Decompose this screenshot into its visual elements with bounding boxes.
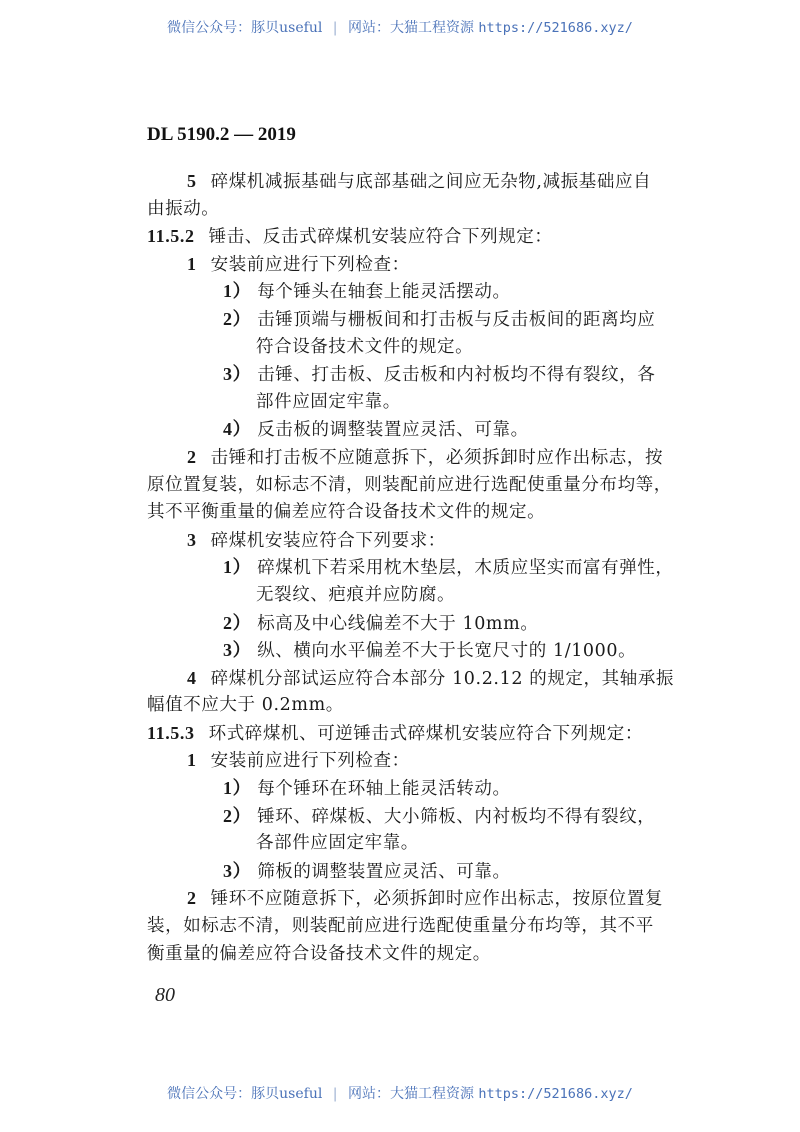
clause-heading bbox=[147, 223, 672, 251]
item-number: 3 bbox=[187, 529, 197, 550]
line-text: 每个锤环在环轴上能灵活转动。 bbox=[257, 779, 511, 800]
sub-item bbox=[147, 775, 672, 803]
watermark-url: https://521686.xyz/ bbox=[478, 1086, 633, 1102]
numbered-item bbox=[147, 444, 672, 472]
line-text: 无裂纹、疤痕并应防腐。 bbox=[256, 584, 456, 605]
item-number: 1） bbox=[223, 557, 252, 578]
line-text: 符合设备技术文件的规定。 bbox=[256, 336, 474, 357]
line-text: 筛板的调整装置应灵活、可靠。 bbox=[257, 861, 511, 882]
sub-item bbox=[147, 858, 672, 886]
watermark-url: https://521686.xyz/ bbox=[478, 20, 633, 36]
paragraph-continuation bbox=[147, 941, 672, 969]
line-text: 碎煤机分部试运应符合本部分 10.2.12 的规定，其轴承振 bbox=[210, 668, 675, 689]
line-text: 碎煤机下若采用枕木垫层，木质应坚实而富有弹性， bbox=[257, 558, 674, 579]
clause-heading bbox=[147, 720, 672, 748]
item-number: 2） bbox=[223, 308, 252, 329]
watermark-wechat: 微信公众号：豚贝useful bbox=[167, 20, 323, 36]
sub-item bbox=[147, 610, 672, 638]
line-text: 锤击、反击式碎煤机安装应符合下列规定： bbox=[208, 227, 553, 248]
watermark-top bbox=[0, 17, 800, 37]
line-text: 原位置复装，如标志不清，则装配前应进行选配使重量分布均等， bbox=[147, 474, 672, 495]
watermark-site: 网站：大猫工程资源 bbox=[347, 20, 474, 36]
line-text: 安装前应进行下列检查： bbox=[210, 751, 410, 772]
line-text: 其不平衡重量的偏差应符合设备技术文件的规定。 bbox=[147, 502, 546, 523]
sub-item-continuation bbox=[147, 334, 672, 362]
numbered-item bbox=[147, 251, 672, 279]
sub-item-continuation bbox=[147, 830, 672, 858]
item-number: 2） bbox=[223, 612, 252, 633]
paragraph-continuation bbox=[147, 472, 672, 500]
item-number: 1） bbox=[223, 778, 252, 799]
item-number: 3） bbox=[223, 364, 252, 385]
line-text: 每个锤头在轴套上能灵活摆动。 bbox=[257, 282, 511, 303]
line-text: 锤环不应随意拆下，必须拆卸时应作出标志，按原位置复 bbox=[210, 889, 664, 910]
item-number: 1 bbox=[187, 253, 197, 274]
line-text: 标高及中心线偏差不大于 10mm。 bbox=[257, 613, 539, 634]
item-number: 4 bbox=[187, 667, 197, 688]
line-text: 纵、横向水平偏差不大于长宽尺寸的 1/1000。 bbox=[257, 641, 637, 662]
paragraph-continuation bbox=[147, 913, 672, 941]
item-number: 2 bbox=[187, 888, 197, 909]
watermark-wechat: 微信公众号：豚贝useful bbox=[167, 1086, 323, 1102]
line-text: 击锤顶端与栅板间和打击板与反击板间的距离均应 bbox=[257, 309, 656, 330]
item-number: 1 bbox=[187, 750, 197, 771]
item-number: 5 bbox=[187, 171, 197, 191]
numbered-item bbox=[147, 747, 672, 775]
item-number: 1） bbox=[223, 281, 252, 302]
sub-item-continuation bbox=[147, 582, 672, 610]
watermark-bottom bbox=[0, 1083, 800, 1103]
sub-item bbox=[147, 361, 672, 389]
line-text: 装，如标志不清，则装配前应进行选配使重量分布均等，其不平 bbox=[147, 916, 654, 937]
line-text: 反击板的调整装置应灵活、可靠。 bbox=[257, 420, 529, 441]
line-text: 环式碎煤机、可逆锤击式碎煤机安装应符合下列规定： bbox=[208, 723, 644, 744]
sub-item bbox=[147, 278, 672, 306]
numbered-item bbox=[147, 168, 672, 196]
paragraph-continuation bbox=[147, 692, 672, 720]
sub-item bbox=[147, 416, 672, 444]
paragraph-continuation bbox=[147, 196, 672, 224]
line-text: 幅值不应大于 0.2mm。 bbox=[147, 695, 344, 716]
page-number: 80 bbox=[155, 984, 175, 1006]
line-text: 碎煤机安装应符合下列要求： bbox=[210, 530, 446, 551]
numbered-item bbox=[147, 885, 672, 913]
item-number: 3） bbox=[223, 860, 252, 881]
item-number: 3） bbox=[223, 640, 252, 661]
item-number: 4） bbox=[223, 419, 252, 440]
item-number: 2 bbox=[187, 446, 197, 467]
clause-number: 11.5.2 bbox=[147, 226, 195, 247]
paragraph-continuation bbox=[147, 499, 672, 527]
sub-item bbox=[147, 803, 672, 831]
sub-item bbox=[147, 637, 672, 665]
document-body bbox=[147, 168, 675, 968]
line-text: 碎煤机减振基础与底部基础之间应无杂物,减振基础应自 bbox=[210, 172, 652, 192]
line-text: 击锤、打击板、反击板和内衬板均不得有裂纹，各 bbox=[257, 365, 656, 386]
numbered-item bbox=[147, 527, 672, 555]
line-text: 击锤和打击板不应随意拆下，必须拆卸时应作出标志，按 bbox=[210, 447, 664, 468]
watermark-separator: | bbox=[332, 1086, 338, 1102]
sub-item-continuation bbox=[147, 389, 672, 417]
item-number: 2） bbox=[223, 805, 252, 826]
watermark-site: 网站：大猫工程资源 bbox=[347, 1086, 474, 1102]
sub-item bbox=[147, 554, 672, 582]
line-text: 锤环、碎煤板、大小筛板、内衬板均不得有裂纹， bbox=[257, 806, 656, 827]
document-code-header: DL 5190.2 — 2019 bbox=[147, 124, 296, 145]
watermark-separator: | bbox=[332, 20, 338, 36]
sub-item bbox=[147, 306, 672, 334]
line-text: 由振动。 bbox=[147, 198, 220, 219]
line-text: 部件应固定牢靠。 bbox=[256, 391, 401, 412]
line-text: 安装前应进行下列检查： bbox=[210, 254, 410, 275]
line-text: 衡重量的偏差应符合设备技术文件的规定。 bbox=[147, 943, 491, 964]
numbered-item bbox=[147, 665, 675, 693]
line-text: 各部件应固定牢靠。 bbox=[256, 833, 419, 854]
clause-number: 11.5.3 bbox=[147, 722, 195, 743]
